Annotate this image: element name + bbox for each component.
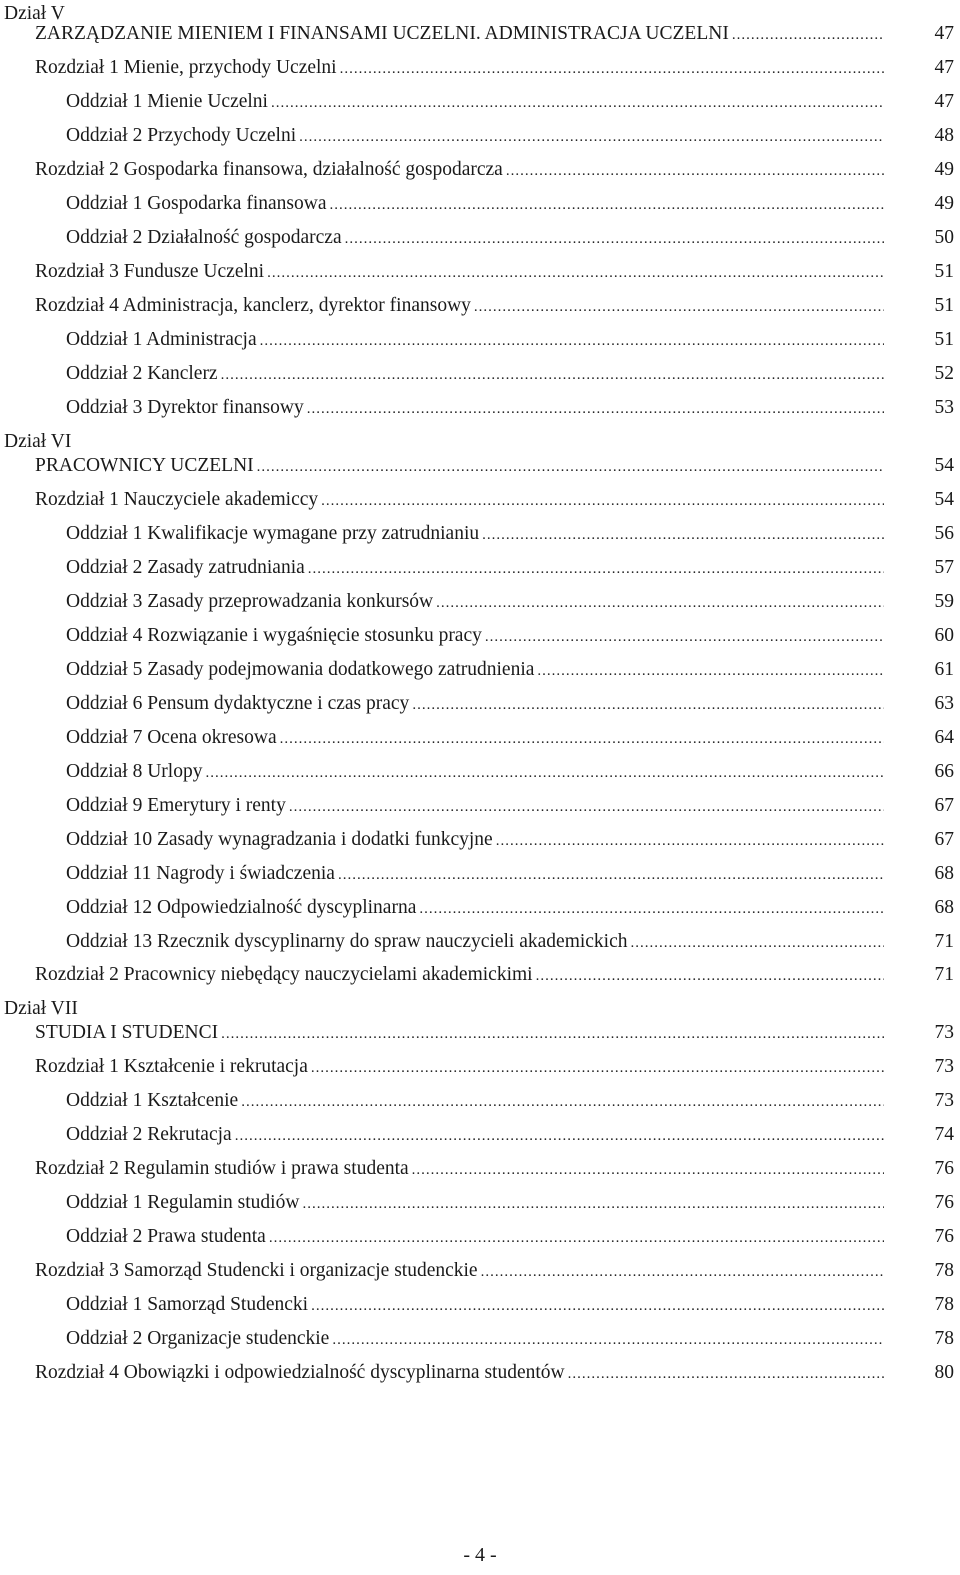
toc-entry-title: Rozdział 4 Obowiązki i odpowiedzialność dyscyplinarna studentów	[35, 1362, 565, 1383]
toc-subsection-entry	[0, 85, 960, 119]
leader-dots	[496, 824, 884, 857]
leader-dots	[537, 654, 884, 687]
toc-page-number: 48	[934, 125, 954, 146]
toc-entry-title: PRACOWNICY UCZELNI	[35, 455, 254, 476]
toc-subsection-entry	[0, 1084, 960, 1118]
toc-entry-title: Oddział 2 Prawa studenta	[66, 1226, 266, 1247]
toc-entry-title: Oddział 13 Rzecznik dyscyplinarny do spraw nauczycieli akademickich	[66, 931, 628, 952]
toc-entry-title: Oddział 2 Organizacje studenckie	[66, 1328, 330, 1349]
toc-page-number: 64	[934, 727, 954, 748]
toc-page-number: 68	[934, 897, 954, 918]
toc-chapter-entry	[0, 1050, 960, 1084]
toc-entry-title: Oddział 1 Mienie Uczelni	[66, 91, 268, 112]
toc-entry-title: Oddział 8 Urlopy	[66, 761, 203, 782]
toc-entry-title: Rozdział 2 Gospodarka finansowa, działalność gospodarcza	[35, 159, 503, 180]
toc-page-number: 76	[934, 1158, 954, 1179]
toc-subsection-entry	[0, 1186, 960, 1220]
toc-entry-title: Oddział 2 Przychody Uczelni	[66, 125, 297, 146]
toc-page-number: 78	[934, 1260, 954, 1281]
toc-entry-title: Oddział 2 Zasady zatrudniania	[66, 557, 305, 578]
leader-dots	[732, 18, 884, 51]
toc-page-number: 54	[934, 489, 954, 510]
toc-subsection-entry	[0, 187, 960, 221]
leader-dots	[419, 892, 884, 925]
section-heading-label: Dział VI	[4, 431, 72, 452]
leader-dots	[221, 1017, 884, 1050]
toc-chapter-entry	[0, 255, 960, 289]
leader-dots	[412, 1153, 884, 1186]
toc-subsection-entry	[0, 1322, 960, 1356]
toc-chapter-entry	[0, 1254, 960, 1288]
toc-subsection-entry	[0, 891, 960, 925]
toc-entry-title: Oddział 9 Emerytury i renty	[66, 795, 286, 816]
leader-dots	[338, 858, 884, 891]
toc-entry-title: Oddział 2 Działalność gospodarcza	[66, 227, 342, 248]
toc-page-number: 51	[934, 329, 954, 350]
section-heading-label: Dział VII	[4, 998, 78, 1019]
toc-chapter-entry	[0, 51, 960, 85]
toc-page-number: 66	[934, 761, 954, 782]
page-number: - 4 -	[463, 1544, 497, 1566]
toc-subsection-entry	[0, 517, 960, 551]
toc-entry-title: Oddział 4 Rozwiązanie i wygaśnięcie stosunku pracy	[66, 625, 482, 646]
leader-dots	[257, 450, 884, 483]
leader-dots	[485, 620, 884, 653]
toc-page-number: 51	[934, 295, 954, 316]
leader-dots	[321, 484, 884, 517]
leader-dots	[271, 86, 884, 119]
toc-entry-title: Oddział 6 Pensum dydaktyczne i czas pracy	[66, 693, 410, 714]
leader-dots	[474, 290, 884, 323]
toc-entry-title: STUDIA I STUDENCI	[35, 1022, 219, 1043]
leader-dots	[345, 222, 884, 255]
toc-subsection-entry	[0, 857, 960, 891]
toc-subsection-entry	[0, 653, 960, 687]
toc-entry-title: Oddział 5 Zasady podejmowania dodatkowego zatrudnienia	[66, 659, 535, 680]
toc-chapter-entry	[0, 483, 960, 517]
toc-page-number: 56	[934, 523, 954, 544]
toc-chapter-entry	[0, 1152, 960, 1186]
leader-dots	[299, 120, 884, 153]
toc-chapter-entry	[0, 153, 960, 187]
toc-subsection-entry	[0, 323, 960, 357]
leader-dots	[269, 1221, 884, 1254]
toc-page-number: 76	[934, 1192, 954, 1213]
toc-subsection-entry	[0, 221, 960, 255]
leader-dots	[436, 586, 884, 619]
leader-dots	[340, 52, 884, 85]
toc-page-number: 47	[934, 57, 954, 78]
toc-page-number: 54	[934, 455, 954, 476]
leader-dots	[308, 552, 884, 585]
toc-chapter-entry	[0, 449, 960, 483]
toc-page-number: 73	[934, 1090, 954, 1111]
toc-entry-title: Oddział 1 Kształcenie	[66, 1090, 239, 1111]
leader-dots	[568, 1357, 884, 1390]
toc-page-number: 74	[934, 1124, 954, 1145]
toc-entry-title: ZARZĄDZANIE MIENIEM I FINANSAMI UCZELNI. ADMINISTRACJA UCZELNI	[35, 23, 729, 44]
toc-page-number: 47	[934, 91, 954, 112]
toc-page-number: 60	[934, 625, 954, 646]
toc-page-number: 59	[934, 591, 954, 612]
toc-subsection-entry	[0, 1288, 960, 1322]
toc-page-number: 47	[934, 23, 954, 44]
leader-dots	[235, 1119, 884, 1152]
toc-subsection-entry	[0, 585, 960, 619]
toc-page-number: 49	[934, 193, 954, 214]
toc-entry-title: Oddział 1 Samorząd Studencki	[66, 1294, 309, 1315]
leader-dots	[332, 1323, 884, 1356]
leader-dots	[260, 324, 884, 357]
toc-subsection-entry	[0, 551, 960, 585]
toc-page-number: 68	[934, 863, 954, 884]
toc-page-number: 73	[934, 1056, 954, 1077]
toc-subsection-entry	[0, 619, 960, 653]
toc-entry-title: Rozdział 1 Mienie, przychody Uczelni	[35, 57, 337, 78]
toc-entry-title: Oddział 10 Zasady wynagradzania i dodatki funkcyjne	[66, 829, 493, 850]
toc-page-number: 67	[934, 829, 954, 850]
toc-page-number: 51	[934, 261, 954, 282]
toc-entry-title: Oddział 3 Dyrektor finansowy	[66, 397, 304, 418]
toc-subsection-entry	[0, 1118, 960, 1152]
toc-entry-title: Rozdział 4 Administracja, kanclerz, dyrektor finansowy	[35, 295, 471, 316]
section-heading-label: Dział V	[4, 3, 65, 24]
toc-page-number: 71	[934, 931, 954, 952]
leader-dots	[311, 1289, 884, 1322]
toc-entry-title: Oddział 2 Rekrutacja	[66, 1124, 232, 1145]
toc-subsection-entry	[0, 721, 960, 755]
toc-page-number: 53	[934, 397, 954, 418]
toc-chapter-entry	[0, 1356, 960, 1390]
toc-page-number: 76	[934, 1226, 954, 1247]
toc-page-number: 49	[934, 159, 954, 180]
toc-subsection-entry	[0, 823, 960, 857]
toc-page-number: 78	[934, 1294, 954, 1315]
toc-subsection-entry	[0, 391, 960, 425]
toc-entry-title: Oddział 1 Gospodarka finansowa	[66, 193, 327, 214]
toc-entry-title: Rozdział 3 Samorząd Studencki i organizacje studenckie	[35, 1260, 478, 1281]
leader-dots	[267, 256, 884, 289]
leader-dots	[482, 518, 884, 551]
leader-dots	[506, 154, 884, 187]
toc-entry-title: Oddział 3 Zasady przeprowadzania konkursów	[66, 591, 434, 612]
toc-page-number: 57	[934, 557, 954, 578]
toc-entry-title: Rozdział 2 Regulamin studiów i prawa studenta	[35, 1158, 409, 1179]
toc-chapter-entry	[0, 1016, 960, 1050]
toc-page-number: 50	[934, 227, 954, 248]
toc-page-number: 73	[934, 1022, 954, 1043]
leader-dots	[241, 1085, 884, 1118]
leader-dots	[289, 790, 884, 823]
toc-subsection-entry	[0, 119, 960, 153]
toc-page-number: 63	[934, 693, 954, 714]
leader-dots	[221, 358, 884, 391]
toc-entry-title: Rozdział 3 Fundusze Uczelni	[35, 261, 265, 282]
leader-dots	[311, 1051, 884, 1084]
leader-dots	[631, 926, 884, 959]
toc-entry-title: Oddział 2 Kanclerz	[66, 363, 218, 384]
toc-entry-title: Oddział 12 Odpowiedzialność dyscyplinarna	[66, 897, 417, 918]
toc-subsection-entry	[0, 687, 960, 721]
toc-chapter-entry	[0, 958, 960, 992]
toc-entry-title: Oddział 1 Kwalifikacje wymagane przy zatrudnianiu	[66, 523, 480, 544]
toc-page-number: 52	[934, 363, 954, 384]
toc-subsection-entry	[0, 789, 960, 823]
toc-subsection-entry	[0, 925, 960, 959]
toc-entry-title: Rozdział 1 Nauczyciele akademiccy	[35, 489, 319, 510]
toc-entry-title: Rozdział 2 Pracownicy niebędący nauczycielami akademickimi	[35, 964, 533, 985]
toc-entry-title: Oddział 1 Administracja	[66, 329, 257, 350]
toc-page-number: 80	[934, 1362, 954, 1383]
leader-dots	[412, 688, 884, 721]
toc-subsection-entry	[0, 755, 960, 789]
leader-dots	[481, 1255, 884, 1288]
toc-chapter-entry	[0, 289, 960, 323]
toc-subsection-entry	[0, 1220, 960, 1254]
toc-page-number: 78	[934, 1328, 954, 1349]
leader-dots	[205, 756, 884, 789]
toc-chapter-entry	[0, 17, 960, 51]
leader-dots	[307, 392, 884, 425]
toc-page-number: 71	[934, 964, 954, 985]
toc-page-number: 67	[934, 795, 954, 816]
leader-dots	[536, 959, 884, 992]
toc-entry-title: Rozdział 1 Kształcenie i rekrutacja	[35, 1056, 308, 1077]
toc-entry-title: Oddział 11 Nagrody i świadczenia	[66, 863, 335, 884]
leader-dots	[302, 1187, 884, 1220]
toc-page-number: 61	[934, 659, 954, 680]
toc-subsection-entry	[0, 357, 960, 391]
leader-dots	[280, 722, 884, 755]
toc-entry-title: Oddział 7 Ocena okresowa	[66, 727, 277, 748]
toc-entry-title: Oddział 1 Regulamin studiów	[66, 1192, 300, 1213]
leader-dots	[329, 188, 884, 221]
